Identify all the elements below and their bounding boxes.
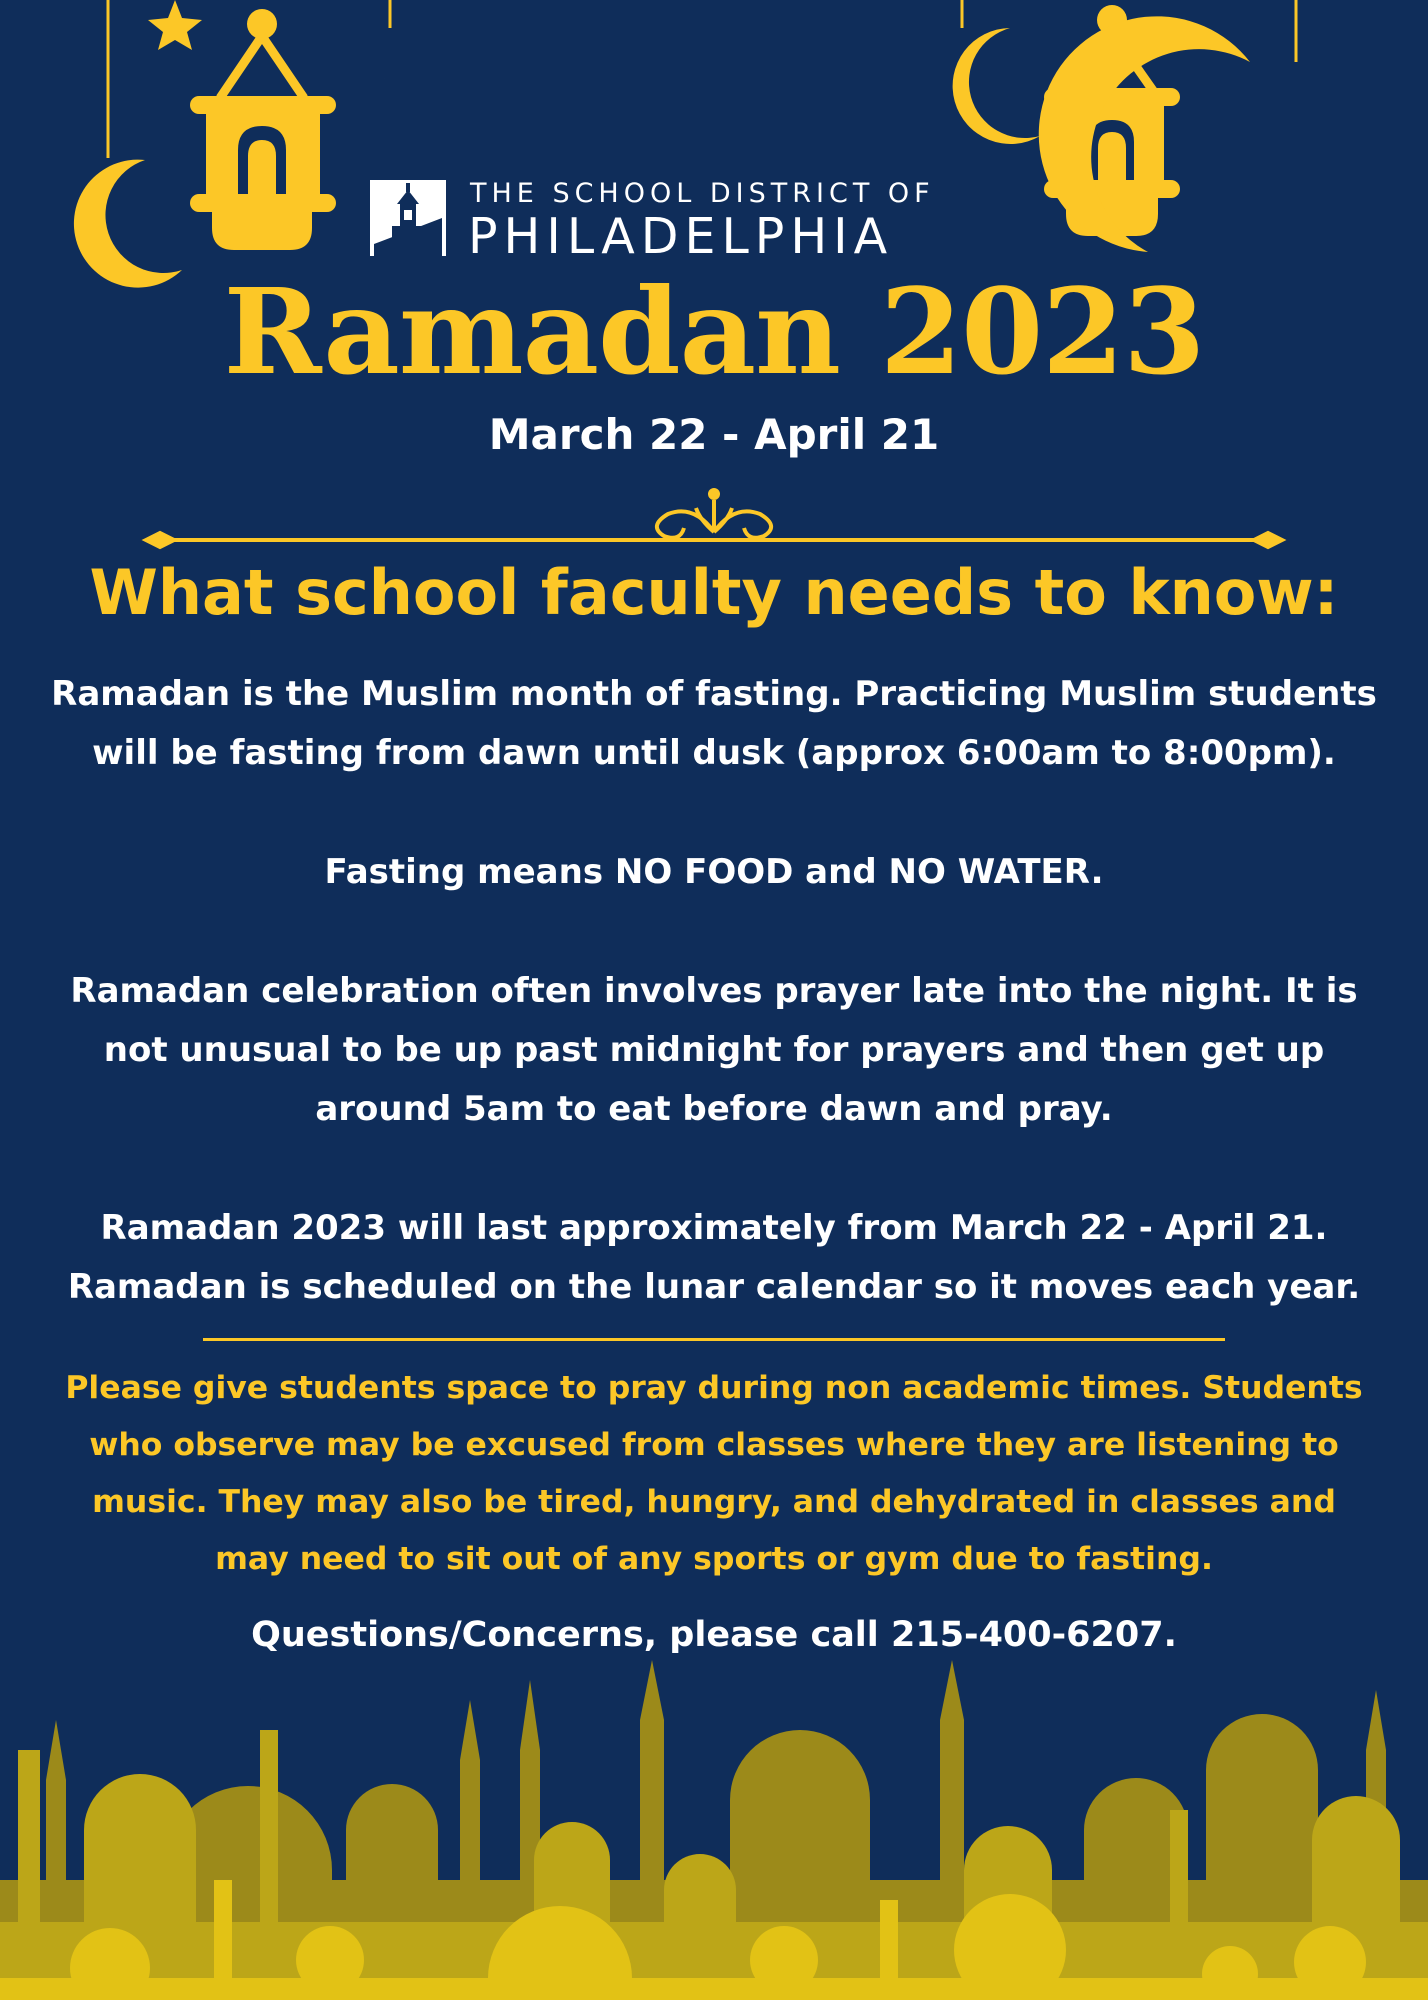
text-line: who observe may be excused from classes where they are listening to xyxy=(89,1427,1339,1463)
paragraph-dates-lunar xyxy=(30,1199,1398,1317)
text-line: not unusual to be up past midnight for prayers and then get up xyxy=(103,1030,1325,1070)
district-logo xyxy=(370,178,982,265)
text-line: Fasting means NO FOOD and NO WATER. xyxy=(324,852,1104,892)
page-title: Ramadan 2023 xyxy=(223,262,1205,401)
text-line: Ramadan 2023 will last approximately from March 22 - April 21. xyxy=(100,1208,1328,1248)
text-line: Please give students space to pray during non academic times. Students xyxy=(65,1370,1363,1406)
faculty-guidance-note xyxy=(30,1360,1398,1588)
text-line: around 5am to eat before dawn and pray. xyxy=(315,1089,1113,1129)
text-line: Ramadan is the Muslim month of fasting. Practicing Muslim students xyxy=(51,674,1377,714)
ornament-divider xyxy=(0,470,1428,550)
divider-line xyxy=(203,1338,1225,1341)
crescent-icon xyxy=(380,30,432,96)
bell-tower-icon xyxy=(370,180,446,256)
paragraph-fasting-intro xyxy=(30,665,1398,783)
star-icon xyxy=(148,0,202,50)
text-line: Ramadan is scheduled on the lunar calendar so it moves each year. xyxy=(67,1267,1361,1307)
contact-line: Questions/Concerns, please call 215-400-6207. xyxy=(251,1615,1177,1655)
text-line: may need to sit out of any sports or gym due to fasting. xyxy=(215,1541,1213,1577)
mosque-skyline xyxy=(0,1660,1428,2000)
text-line: music. They may also be tired, hungry, and dehydrated in classes and xyxy=(92,1484,1336,1520)
section-heading: What school faculty needs to know: xyxy=(89,556,1339,629)
paragraph-no-food-water xyxy=(30,843,1398,902)
paragraph-prayer-night xyxy=(30,962,1398,1139)
logo-line-1: THE SCHOOL DISTRICT OF xyxy=(470,178,935,209)
lantern-icon xyxy=(190,9,336,250)
crescent-icon xyxy=(953,28,1040,144)
logo-line-2: PHILADELPHIA xyxy=(468,208,894,265)
text-line: will be fasting from dawn until dusk (approx 6:00am to 8:00pm). xyxy=(92,733,1336,773)
text-line: Ramadan celebration often involves prayer late into the night. It is xyxy=(70,971,1358,1011)
date-range: March 22 - April 21 xyxy=(488,410,940,459)
